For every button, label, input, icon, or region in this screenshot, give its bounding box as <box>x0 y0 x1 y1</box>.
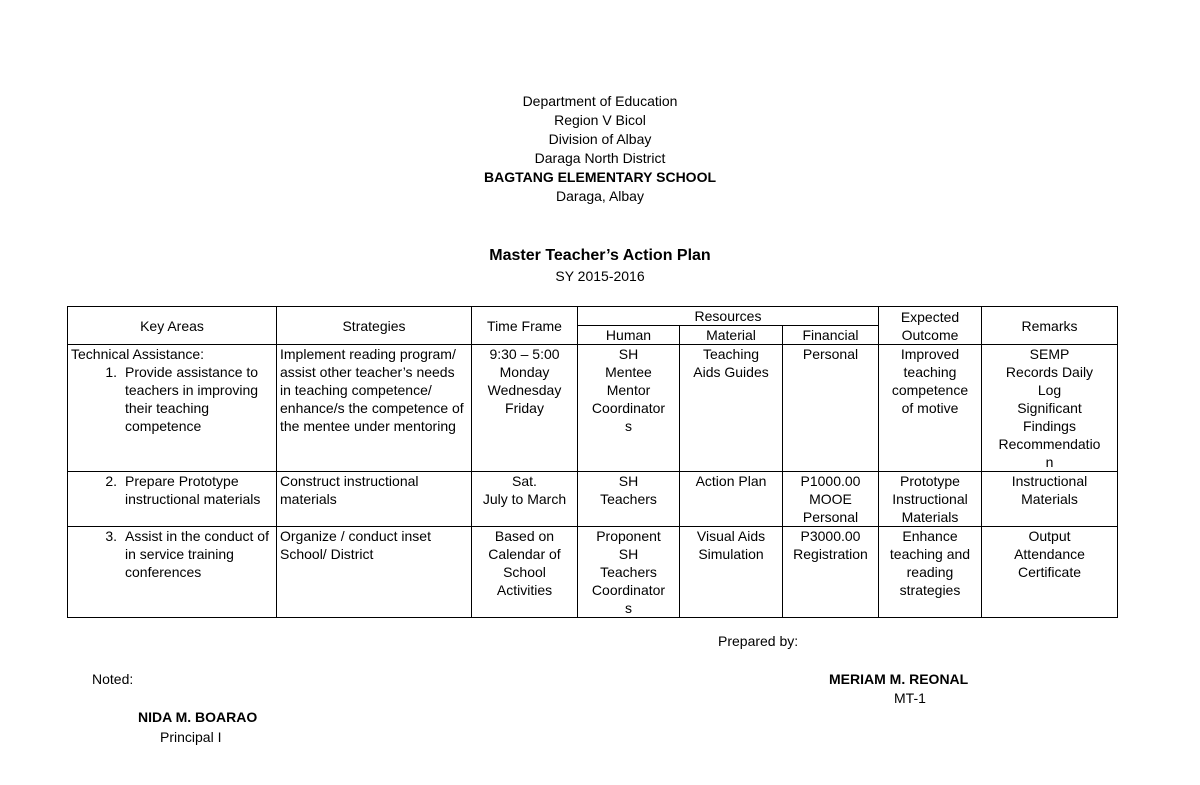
header-key-areas: Key Areas <box>68 307 277 345</box>
cell-line: SH <box>618 346 639 362</box>
cell-line: Materials <box>1021 491 1078 507</box>
section-label: Technical Assistance: <box>71 346 205 362</box>
school-year: SY 2015-2016 <box>555 268 645 284</box>
cell-line: Attendance <box>1014 546 1085 562</box>
cell-line: teaching <box>903 364 957 380</box>
strategies-cell: Construct instructional materials <box>277 472 472 527</box>
cell-line: Aids Guides <box>693 364 769 380</box>
material-cell <box>680 472 783 527</box>
school-name: BAGTANG ELEMENTARY SCHOOL <box>483 169 717 185</box>
cell-line: Calendar of <box>488 546 561 562</box>
cell-line: Mentor <box>606 382 651 398</box>
strategies-cell: Implement reading program/ assist other teacher’s needs in teaching competence/ enhance/s the competence of the mentee under mentoring <box>277 345 472 472</box>
financial-cell <box>783 345 879 472</box>
list-item <box>71 363 273 435</box>
human-cell <box>578 527 680 618</box>
header-financial: Financial <box>783 326 879 345</box>
key-area-text: Assist in the conduct of in service training conferences <box>125 528 269 580</box>
cell-line: Materials <box>901 509 959 525</box>
table-row <box>68 527 1118 618</box>
cell-line: Teachers <box>600 491 657 507</box>
item-number: 3. <box>105 528 117 544</box>
cell-line: SH <box>618 473 639 489</box>
header-strategies: Strategies <box>277 307 472 345</box>
cell-line: SH <box>618 546 639 562</box>
region-name: Region V Bicol <box>554 112 646 128</box>
expected-outcome-cell <box>879 345 982 472</box>
action-plan-table <box>67 306 1118 618</box>
division-name: Division of Albay <box>548 131 652 147</box>
header-human: Human <box>578 326 680 345</box>
time-frame-cell <box>472 472 578 527</box>
prepared-by-label: Prepared by: <box>718 633 799 649</box>
header-expected-outcome: Expected Outcome <box>879 307 982 345</box>
cell-line: Action Plan <box>695 473 767 489</box>
cell-line: Instructional <box>1011 473 1088 489</box>
cell-line: Monday <box>499 364 550 380</box>
department-name: Department of Education <box>522 93 678 109</box>
cell-line: SEMP <box>1029 346 1070 362</box>
cell-line: of motive <box>901 400 959 416</box>
cell-line: Teachers <box>600 564 657 580</box>
item-number: 2. <box>105 473 117 489</box>
time-frame-cell <box>472 345 578 472</box>
cell-line: P3000.00 <box>800 528 861 544</box>
preparer-position: MT-1 <box>894 690 926 706</box>
financial-cell <box>783 527 879 618</box>
cell-line: Prototype <box>900 473 960 489</box>
cell-line: Improved <box>900 346 960 362</box>
cell-line: reading <box>906 564 954 580</box>
material-cell <box>680 345 783 472</box>
list-item <box>71 472 273 508</box>
noter-name: NIDA M. BOARAO <box>138 709 258 725</box>
cell-line: Instructional <box>892 491 968 507</box>
material-cell <box>680 527 783 618</box>
preparer-name: MERIAM M. REONAL <box>829 671 969 687</box>
cell-line: Enhance <box>902 528 958 544</box>
noter-position: Principal I <box>160 729 222 745</box>
financial-cell <box>783 472 879 527</box>
cell-line: strategies <box>899 582 961 598</box>
header-resources: Resources <box>578 307 879 326</box>
cell-line: Friday <box>505 400 544 416</box>
remarks-cell <box>982 527 1118 618</box>
cell-line: Wednesday <box>487 382 562 398</box>
cell-line: P1000.00 <box>800 473 861 489</box>
cell-line: teaching and <box>889 546 971 562</box>
table-row <box>68 345 1118 472</box>
key-area-text: Prepare Prototype instructional materials <box>125 473 261 507</box>
cell-line: 9:30 – 5:00 <box>489 346 560 362</box>
expected-outcome-cell <box>879 527 982 618</box>
expected-outcome-cell <box>879 472 982 527</box>
header-time-frame: Time Frame <box>472 307 578 345</box>
noted-label: Noted: <box>92 671 134 687</box>
header-material: Material <box>680 326 783 345</box>
cell-line: s <box>625 600 632 616</box>
cell-line: Based on <box>494 528 555 544</box>
cell-line: Visual Aids <box>696 528 766 544</box>
cell-line: Certificate <box>1017 564 1082 580</box>
key-area-cell <box>68 527 277 618</box>
remarks-cell <box>982 345 1118 472</box>
cell-line: Personal <box>802 346 859 362</box>
remarks-cell <box>982 472 1118 527</box>
key-area-cell <box>68 345 277 472</box>
cell-line: Coordinator <box>591 582 666 598</box>
district-name: Daraga North District <box>534 150 666 166</box>
cell-line: Sat. <box>512 473 537 489</box>
cell-line: Output <box>1028 528 1071 544</box>
cell-line: Proponent <box>596 528 661 544</box>
cell-line: Teaching <box>702 346 760 362</box>
title-block <box>0 246 1200 286</box>
cell-line: Significant <box>1017 400 1082 416</box>
cell-line: School <box>503 564 546 580</box>
cell-line: July to March <box>482 491 567 507</box>
time-frame-cell <box>472 527 578 618</box>
header-remarks: Remarks <box>982 307 1118 345</box>
cell-line: Personal <box>802 509 859 525</box>
cell-line: n <box>1045 454 1054 470</box>
cell-line: Activities <box>496 582 553 598</box>
item-number: 1. <box>105 364 117 380</box>
cell-line: Coordinator <box>591 400 666 416</box>
key-area-cell <box>68 472 277 527</box>
cell-line: MOOE <box>809 491 852 507</box>
school-location: Daraga, Albay <box>556 188 644 204</box>
cell-line: Findings <box>1023 418 1076 434</box>
key-area-text: Provide assistance to teachers in improving their teaching competence <box>125 364 259 434</box>
cell-line: Records Daily <box>1005 364 1094 380</box>
letterhead <box>0 92 1200 206</box>
cell-line: s <box>625 418 632 434</box>
table-row <box>68 472 1118 527</box>
cell-line: Mentee <box>605 364 652 380</box>
human-cell <box>578 472 680 527</box>
cell-line: competence <box>891 382 969 398</box>
human-cell <box>578 345 680 472</box>
document-title: Master Teacher’s Action Plan <box>489 247 711 264</box>
cell-line: Recommendatio <box>998 436 1101 452</box>
cell-line: Registration <box>793 546 868 562</box>
cell-line: Log <box>1037 382 1062 398</box>
cell-line: Simulation <box>698 546 764 562</box>
list-item <box>71 527 273 581</box>
strategies-cell: Organize / conduct inset School/ District <box>277 527 472 618</box>
